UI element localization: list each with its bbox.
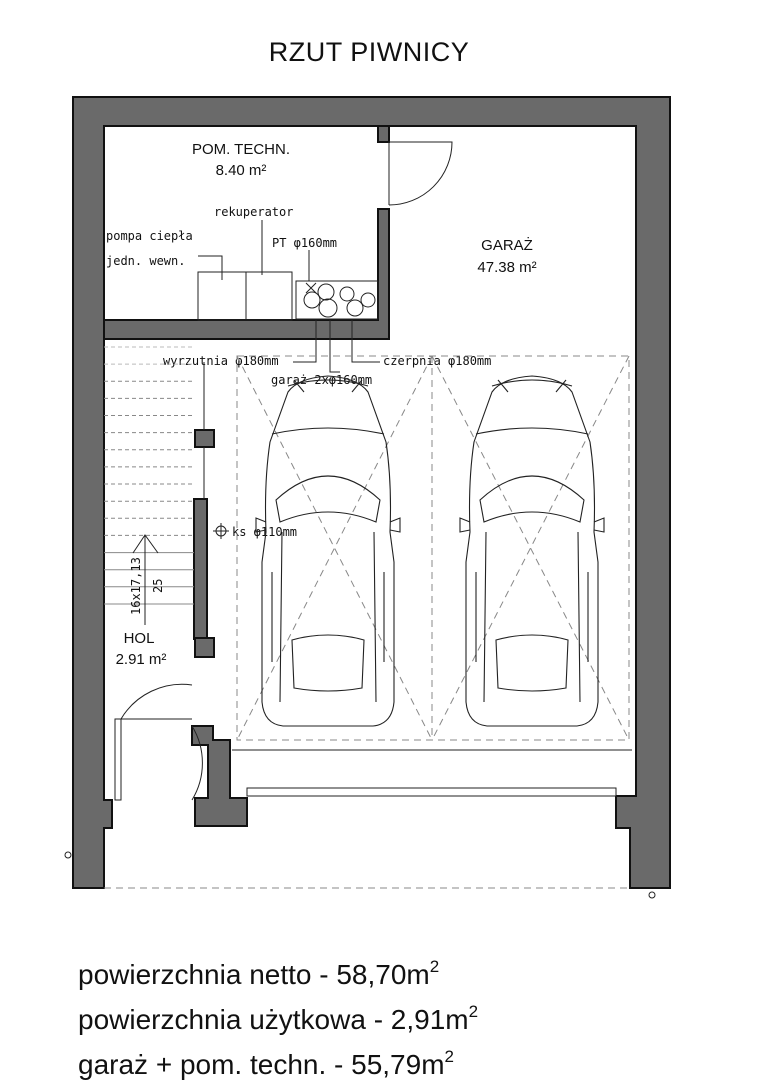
garage-vent-label: garaż 2xφ160mm	[271, 373, 373, 387]
garage-area: 47.38 m²	[477, 259, 537, 276]
parking-bays	[232, 356, 632, 750]
door-jamb	[378, 126, 389, 142]
survey-mark	[649, 892, 655, 898]
exhaust-label: wyrzutnia φ180mm	[163, 354, 279, 368]
stairs-width-label: 25	[151, 578, 165, 593]
hall-area: 2.91 m²	[115, 651, 167, 668]
sewer-label: ks φ110mm	[232, 525, 298, 539]
column	[195, 638, 214, 657]
tech-room-name: POM. TECHN.	[191, 141, 291, 158]
summary-line-garage-tech: garaż + pom. techn. - $55,79m^2$	[78, 1047, 454, 1080]
sewer-symbol	[213, 523, 229, 539]
column	[195, 430, 214, 447]
indoor-unit-label: jedn. wewn.	[106, 254, 186, 268]
intake-label: czerpnia φ180mm	[383, 354, 492, 368]
hall-wall	[192, 726, 247, 826]
heat-pump-label: pompa ciepła	[106, 229, 193, 243]
car-left	[256, 376, 400, 726]
recuperator-unit	[246, 272, 292, 320]
tech-room-area: 8.40 m²	[215, 162, 267, 179]
recuperator-label: rekuperator	[214, 205, 294, 219]
duct-shaft	[296, 250, 378, 319]
garage-name: GARAŻ	[481, 237, 533, 254]
partition-wall	[194, 499, 207, 639]
survey-mark	[65, 852, 71, 858]
plan-title: RZUT PIWNICY	[268, 37, 470, 67]
staircase	[104, 347, 194, 604]
summary-line-net: powierzchnia netto - $58,70m^2$	[78, 957, 440, 990]
summary-line-usable: powierzchnia użytkowa - $2,91m^2$	[78, 1002, 479, 1035]
tech-door[interactable]	[389, 142, 452, 205]
hall-door[interactable]	[115, 684, 202, 800]
garage-door-track	[247, 788, 616, 796]
area-summary	[78, 948, 478, 1083]
hall-name: HOL	[123, 630, 155, 647]
pt-duct-label: PT φ160mm	[272, 236, 338, 250]
stairs-spec-label: 16x17,13	[129, 557, 143, 615]
